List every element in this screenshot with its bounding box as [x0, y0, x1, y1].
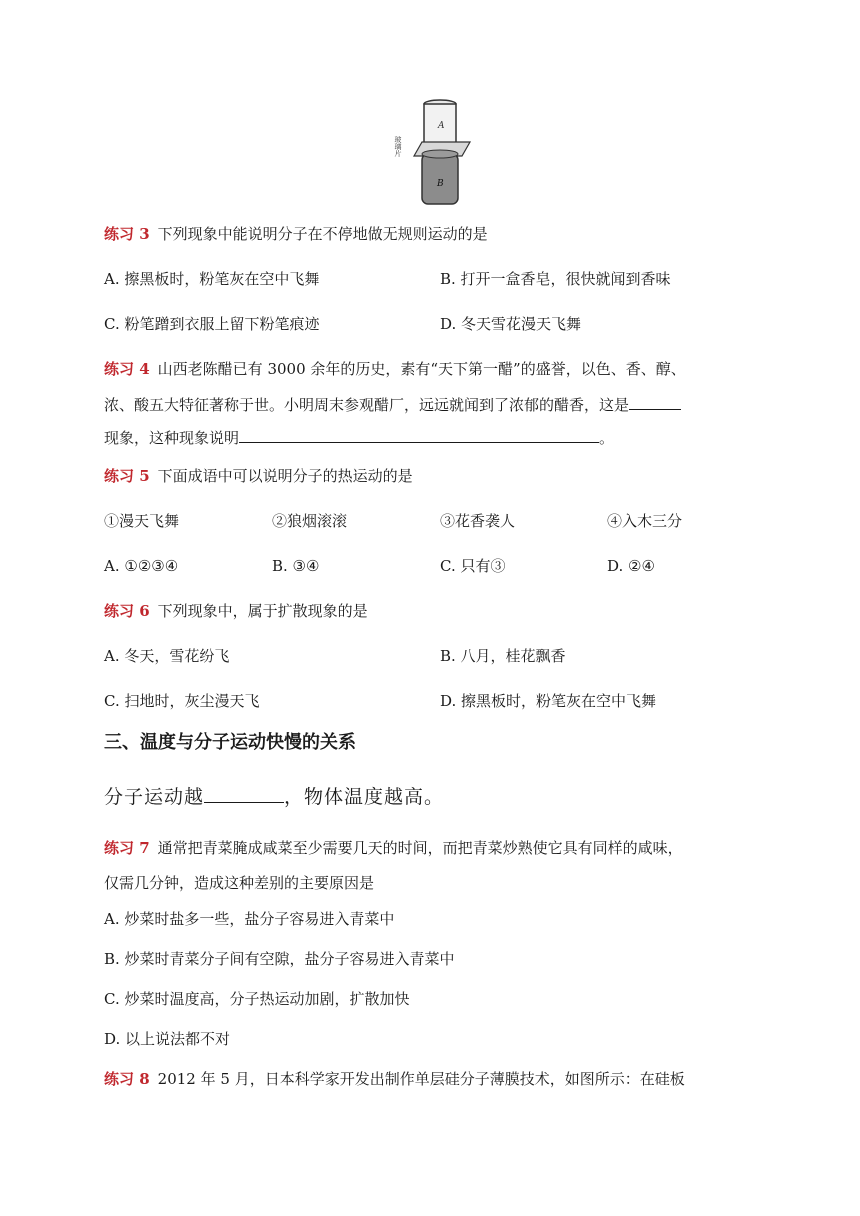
exercise-7-option-c: C. 炒菜时温度高，分子热运动加剧，扩散加快	[104, 990, 410, 1008]
exercise-4-label: 练习 4	[104, 360, 150, 378]
exercise-6-label: 练习 6	[104, 602, 150, 620]
exercise-6-option-d: D. 擦黑板时，粉笔灰在空中飞舞	[440, 692, 657, 710]
exercise-7-option-d: D. 以上说法都不对	[104, 1030, 231, 1048]
glass-plate-label: 玻璃片	[394, 136, 402, 157]
jar-a-label: A	[438, 121, 445, 131]
exercise-6-option-c: C. 扫地时，灰尘漫天飞	[104, 692, 260, 710]
exercise-6-question: 练习 6 下列现象中，属于扩散现象的是	[104, 602, 368, 620]
exercise-4-line-3: 现象，这种现象说明 。	[104, 426, 614, 449]
exercise-5-idiom-1: ①漫天飞舞	[104, 512, 180, 530]
section-3-heading: 三、温度与分子运动快慢的关系	[104, 732, 356, 753]
exercise-5-option-a: A. ①②③④	[104, 557, 179, 575]
exercise-7-label: 练习 7	[104, 839, 150, 857]
exercise-6-option-a: A. 冬天，雪花纷飞	[104, 647, 230, 665]
jar-b-label: B	[437, 179, 444, 189]
exercise-8-label: 练习 8	[104, 1070, 150, 1088]
exercise-7-option-a: A. 炒菜时盐多一些，盐分子容易进入青菜中	[104, 910, 395, 928]
diffusion-jars-figure	[388, 98, 472, 208]
exercise-4-blank-1	[629, 393, 681, 410]
exercise-3-label: 练习 3	[104, 225, 150, 243]
exercise-5-idiom-4: ④入木三分	[607, 512, 683, 530]
exercise-5-idiom-3: ③花香袭人	[440, 512, 516, 530]
exercise-3-option-d: D. 冬天雪花漫天飞舞	[440, 315, 582, 333]
section-3-blank	[204, 784, 284, 803]
section-3-statement: 分子运动越 ，物体温度越高。	[104, 786, 445, 808]
exercise-4-line-2: 浓、酸五大特征著称于世。小明周末参观醋厂，远远就闻到了浓郁的醋香，这是	[104, 393, 681, 416]
exercise-5-option-c: C. 只有③	[440, 557, 506, 575]
exercise-5-option-d: D. ②④	[607, 557, 655, 575]
exercise-3-option-a: A. 擦黑板时，粉笔灰在空中飞舞	[104, 270, 320, 288]
exercise-7-line-2: 仅需几分钟，造成这种差别的主要原因是	[104, 874, 375, 892]
exercise-7-option-b: B. 炒菜时青菜分子间有空隙，盐分子容易进入青菜中	[104, 950, 455, 968]
exercise-3-option-b: B. 打开一盒香皂，很快就闻到香味	[440, 270, 671, 288]
exercise-4-line-1: 练习 4 山西老陈醋已有 3000 余年的历史，素有“天下第一醋”的盛誉，以色、香、醇、	[104, 360, 686, 378]
exercise-4-blank-2	[239, 426, 599, 443]
exercise-7-line-1: 练习 7 通常把青菜腌成咸菜至少需要几天的时间，而把青菜炒熟使它具有同样的咸味，	[104, 839, 683, 857]
exercise-5-idiom-2: ②狼烟滚滚	[272, 512, 348, 530]
exercise-3-question: 练习 3 下列现象中能说明分子在不停地做无规则运动的是	[104, 225, 488, 243]
exercise-8-line-1: 练习 8 2012 年 5 月，日本科学家开发出制作单层硅分子薄膜技术，如图所示：在硅板	[104, 1070, 685, 1088]
exercise-5-question: 练习 5 下面成语中可以说明分子的热运动的是	[104, 467, 413, 485]
exercise-5-label: 练习 5	[104, 467, 150, 485]
exercise-3-option-c: C. 粉笔蹭到衣服上留下粉笔痕迹	[104, 315, 320, 333]
exercise-5-option-b: B. ③④	[272, 557, 320, 575]
exercise-6-option-b: B. 八月，桂花飘香	[440, 647, 566, 665]
